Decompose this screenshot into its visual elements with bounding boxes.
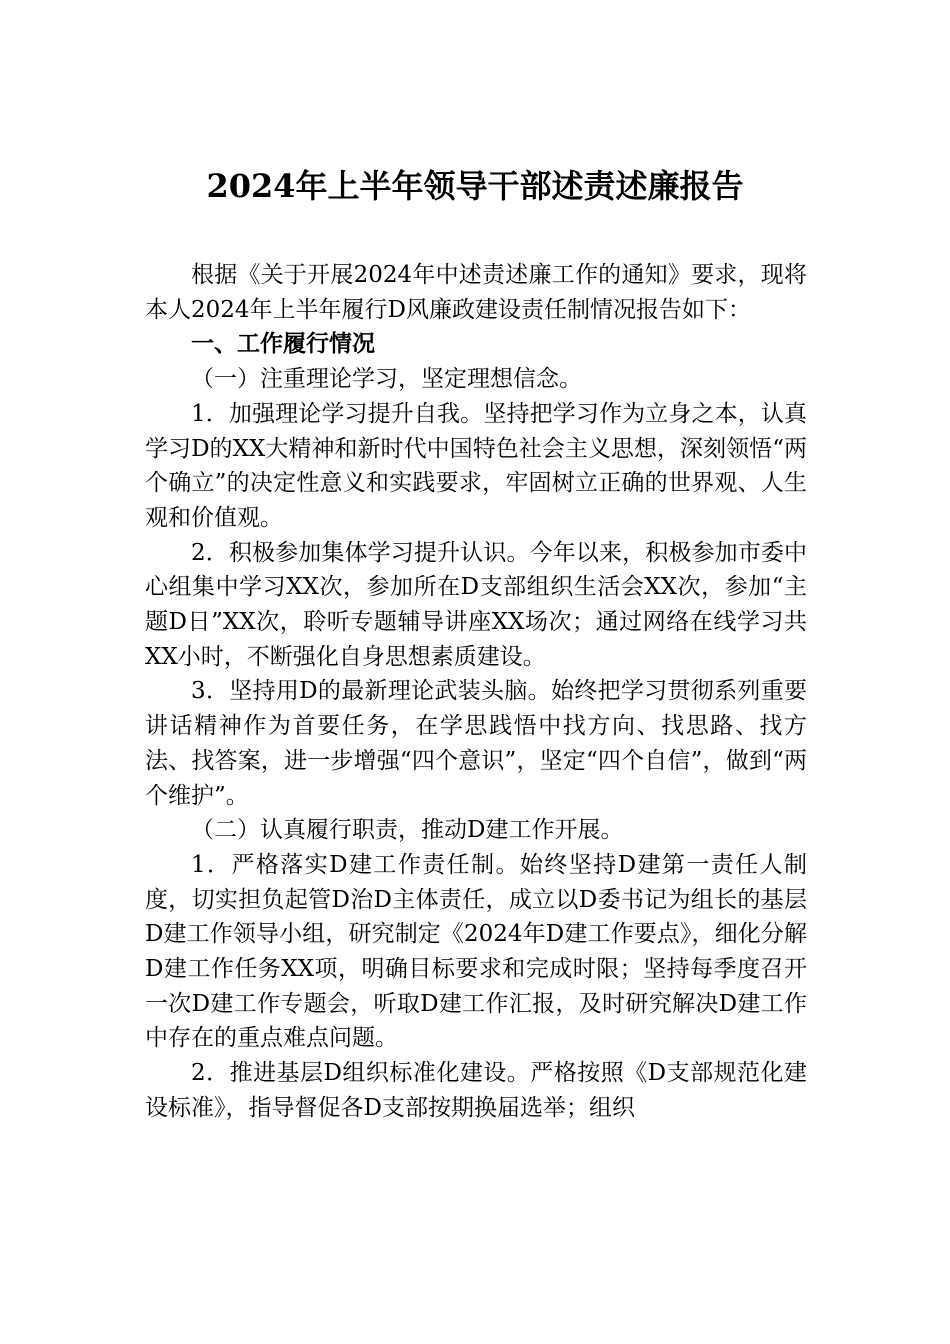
document-body	[145, 258, 807, 1126]
paragraph-1-1: 1．加强理论学习提升自我。坚持把学习作为立身之本，认真学习D的XX大精神和新时代中国特色社会主义思想，深刻领悟“两个确立”的决定性意义和实践要求，牢固树立正确的世界观、人生观和价值观。	[145, 400, 807, 531]
paragraph-1-3: 3．坚持用D的最新理论武装头脑。始终把学习贯彻系列重要讲话精神作为首要任务，在学思践悟中找方向、找思路、找方法、找答案，进一步增强“四个意识”，坚定“四个自信”，做到“两个维护”。	[145, 678, 807, 809]
section-heading-work-performance: 一、工作履行情况	[191, 331, 375, 358]
paragraph-2-1: 1．严格落实D建工作责任制。始终坚持D建第一责任人制度，切实担负起管D治D主体责任，成立以D委书记为组长的基层D建工作领导小组，研究制定《2024年D建工作要点》，细化分解D建工作任务XX项，明确目标要求和完成时限；坚持每季度召开一次D建工作专题会，听取D建工作汇报，及时研究解决D建工作中存在的重点难点问题。	[145, 851, 807, 1052]
paragraph-1-2: 2．积极参加集体学习提升认识。今年以来，积极参加市委中心组集中学习XX次，参加所在D支部组织生活会XX次，参加“主题D日”XX次，聆听专题辅导讲座XX场次；通过网络在线学习共XX小时，不断强化自身思想素质建设。	[145, 539, 807, 670]
subsection-heading-duties: （二）认真履行职责，推动D建工作开展。	[191, 817, 624, 844]
document-title: 2024年上半年领导干部述责述廉报告	[206, 167, 744, 205]
paragraph-2-2: 2．推进基层D组织标准化建设。严格按照《D支部规范化建设标准》，指导督促各D支部按期换届选举；组织	[145, 1060, 807, 1121]
intro-paragraph: 根据《关于开展2024年中述责述廉工作的通知》要求，现将本人2024年上半年履行D风廉政建设责任制情况报告如下：	[145, 262, 807, 323]
subsection-heading-theory-study: （一）注重理论学习，坚定理想信念。	[191, 366, 582, 393]
